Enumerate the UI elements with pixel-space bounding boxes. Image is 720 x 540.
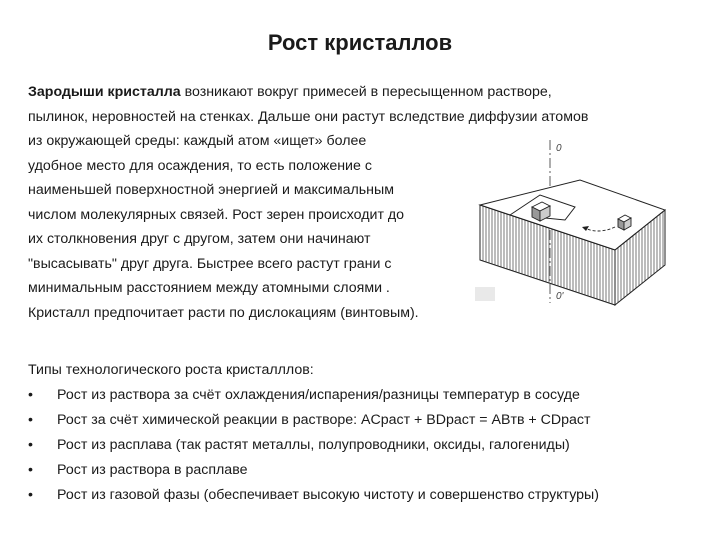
- list-item: [28, 408, 708, 433]
- intro-line: их столкновения друг с другом, затем они начинают: [28, 231, 371, 247]
- slide-title: Рост кристаллов: [267, 30, 453, 55]
- figure-patch: [475, 287, 495, 301]
- growth-types-section: [28, 358, 708, 508]
- intro-line-rest: возникают вокруг примесей в пересыщенном растворе,: [180, 84, 552, 100]
- axis-label-bottom: 0': [556, 291, 564, 302]
- intro-line: из окружающей среды: каждый атом «ищет» более: [28, 133, 367, 149]
- crystal-growth-figure: [470, 135, 670, 310]
- types-list: [28, 383, 708, 508]
- list-item-text: Рост из расплава (так растят металлы, полупроводники, оксиды, галогениды): [57, 437, 570, 453]
- intro-line: числом молекулярных связей. Рост зерен происходит до: [28, 206, 405, 223]
- bullet: •: [28, 437, 33, 453]
- list-item-text: Рост из раствора в расплаве: [57, 462, 248, 478]
- list-item: [28, 458, 708, 483]
- bullet: •: [28, 487, 33, 503]
- intro-line: минимальным расстоянием между атомными слоями .: [28, 280, 390, 296]
- intro-line: удобное место для осаждения, то есть положение с: [28, 157, 372, 174]
- list-item: [28, 433, 708, 458]
- intro-line: "высасывать" друг друга. Быстрее всего растут грани с: [28, 255, 392, 272]
- bullet: •: [28, 462, 33, 478]
- intro-line: Кристалл предпочитает расти по дислокациям (винтовым).: [28, 304, 419, 321]
- bullet: •: [28, 387, 33, 403]
- types-heading: Типы технологического роста кристалллов:: [28, 362, 314, 378]
- list-item-text: Рост за счёт химической реакции в растворе: ACраст + BDраст = ABтв + CDраст: [57, 412, 591, 428]
- list-item-text: Рост из газовой фазы (обеспечивает высокую чистоту и совершенство структуры): [57, 487, 599, 503]
- list-item-text: Рост из раствора за счёт охлаждения/испарения/разницы температур в сосуде: [57, 387, 580, 403]
- intro-line: пылинок, неровностей на стенках. Дальше они растут вследствие диффузии атомов: [28, 108, 589, 125]
- intro-line: [28, 80, 552, 105]
- intro-line: наименьшей поверхностной энергией и максимальным: [28, 182, 394, 198]
- intro-lead: Зародыши кристалла: [28, 84, 181, 100]
- list-item: [28, 383, 708, 408]
- bullet: •: [28, 412, 33, 428]
- axis-label-top: 0: [556, 143, 562, 154]
- list-item: [28, 483, 708, 508]
